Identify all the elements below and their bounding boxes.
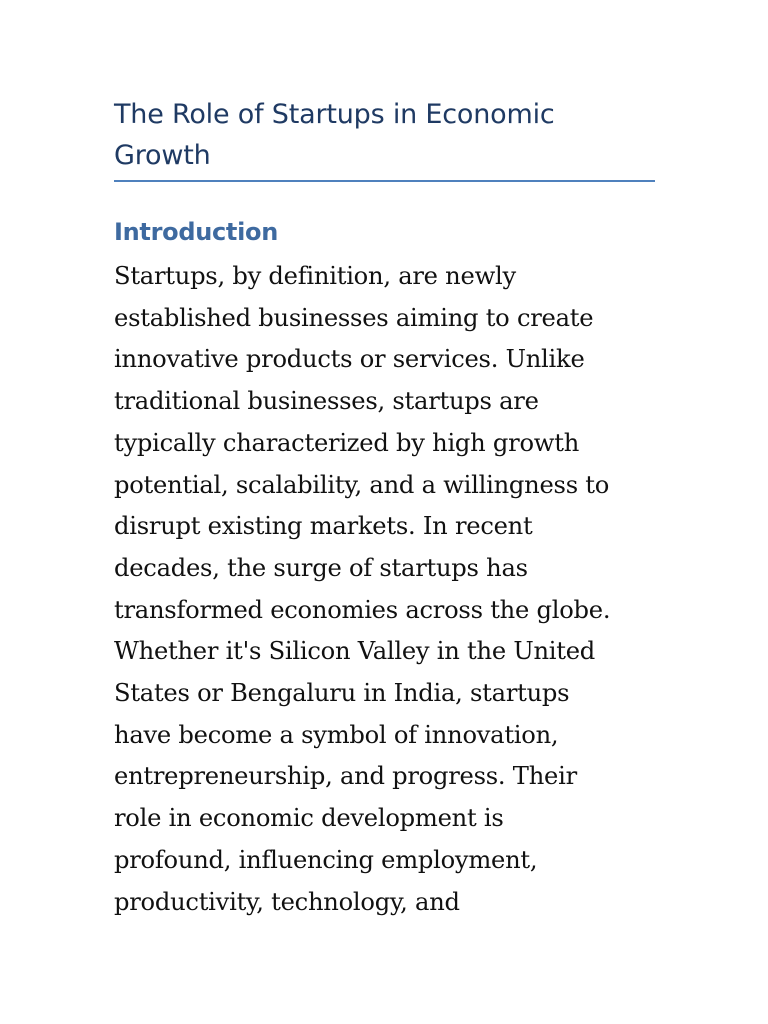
title-underline-rule — [114, 180, 655, 182]
paragraph-line: typically characterized by high growth — [114, 428, 580, 457]
document-title: The Role of Startups in Economic Growth — [114, 99, 555, 171]
paragraph-line: profound, influencing employment, — [114, 845, 538, 874]
paragraph-line: entrepreneurship, and progress. Their — [114, 762, 577, 791]
paragraph-line: innovative products or services. Unlike — [114, 345, 585, 374]
paragraph-line: Startups, by definition, are newly — [114, 262, 516, 290]
paragraph-line: established businesses aiming to create — [114, 303, 594, 332]
paragraph-line: decades, the surge of startups has — [114, 553, 528, 582]
paragraph-line: Whether it's Silicon Valley in the United — [114, 637, 596, 666]
section-heading-introduction: Introduction — [114, 218, 278, 246]
paragraph-line: role in economic development is — [114, 804, 504, 833]
paragraph-line: have become a symbol of innovation, — [114, 720, 559, 749]
paragraph-line: traditional businesses, startups are — [114, 387, 539, 416]
paragraph-line: disrupt existing markets. In recent — [114, 512, 533, 541]
paragraph-line: productivity, technology, and — [114, 887, 460, 916]
paragraph-line: potential, scalability, and a willingness to — [114, 470, 610, 499]
introduction-paragraph — [114, 256, 659, 923]
paragraph-line: transformed economies across the globe. — [114, 595, 611, 624]
paragraph-line: States or Bengaluru in India, startups — [114, 679, 570, 708]
